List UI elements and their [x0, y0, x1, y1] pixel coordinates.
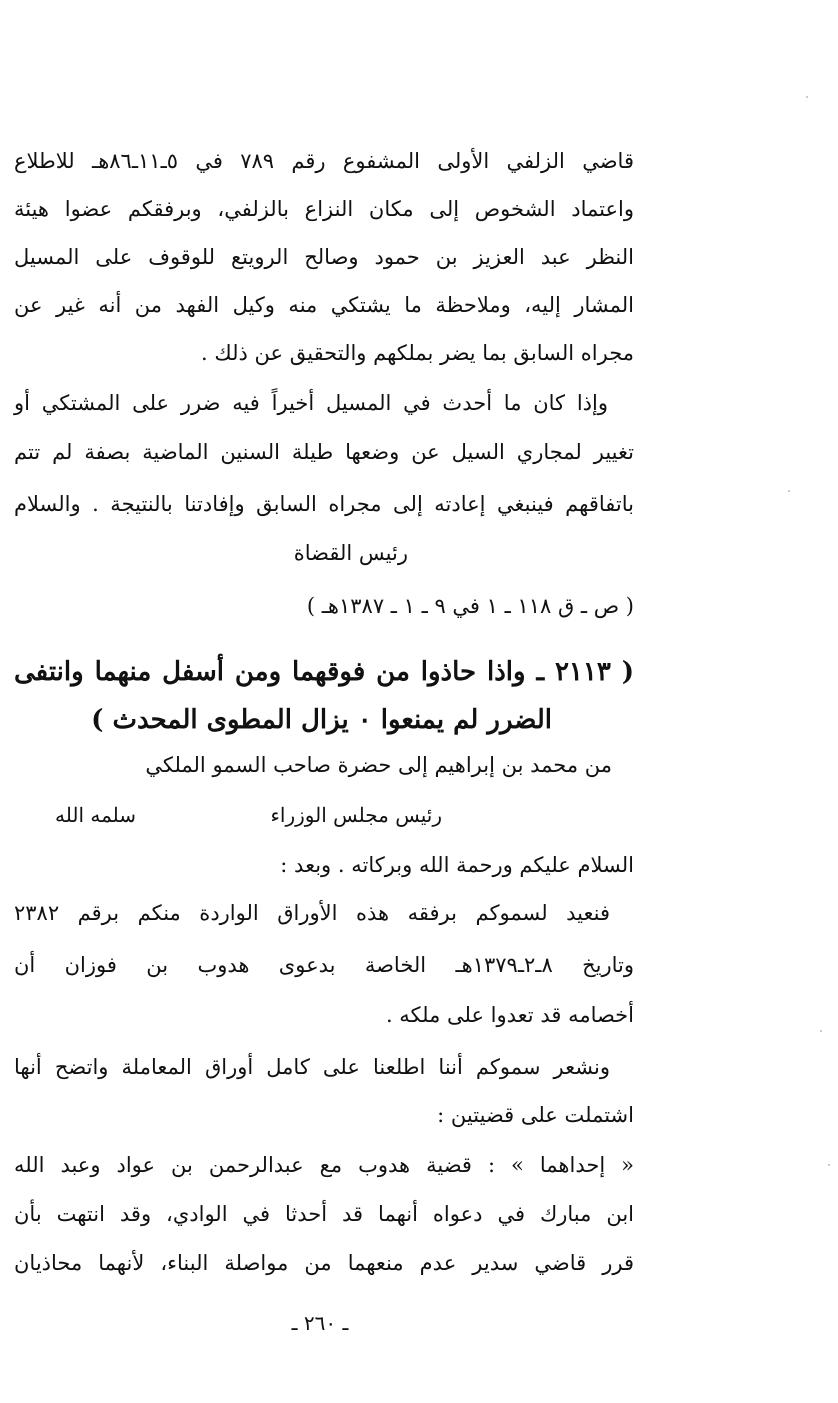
reference-number: ( ص ـ ق ١١٨ ـ ١ في ٩ ـ ١ ـ ١٣٨٧هـ ) [306, 594, 634, 618]
body-text-line: وإذا كان ما أحدث في المسيل أخيراً فيه ضرر على المشتكي أو [14, 391, 608, 415]
body-text-line: « إحداهما » : قضية هدوب مع عبدالرحمن بن عواد وعبد الله [14, 1153, 634, 1177]
body-text-line: المشار إليه، وملاحظة ما يشتكي منه وكيل الفهد من أنه غير عن [14, 293, 634, 317]
section-heading: ( ٢١١٣ ـ واذا حاذوا من فوقهما ومن أسفل منهما وانتفى [14, 657, 634, 687]
greeting: السلام عليكم ورحمة الله وبركاته . وبعد : [280, 853, 634, 877]
body-text-line: أخصامه قد تعدوا على ملكه . [385, 1003, 634, 1027]
body-text-line: باتفاقهم فينبغي إعادته إلى مجراه السابق وإفادتنا بالنتيجة . والسلام [14, 492, 634, 516]
from-line: من محمد بن إبراهيم إلى حضرة صاحب السمو الملكي [145, 753, 612, 777]
body-text-line: فنعيد لسموكم برفقه هذه الأوراق الواردة منكم برقم ٢٣٨٢ [14, 901, 610, 925]
body-text-line: مجراه السابق بما يضر بملكهم والتحقيق عن ذلك . [201, 341, 634, 365]
scan-speck [788, 490, 790, 492]
addressee-title: رئيس مجلس الوزراء [270, 803, 442, 827]
addressee-blessing: سلمه الله [55, 803, 137, 827]
body-text-line: ابن مبارك في دعواه أنهما قد أحدثا في الوادي، وقد انتهت بأن [14, 1202, 634, 1226]
body-text-line: اشتملت على قضيتين : [437, 1103, 634, 1127]
scan-speck [820, 1030, 822, 1032]
body-text-line: قرر قاضي سدير عدم منعهما من مواصلة البناء، لأنهما محاذيان [14, 1251, 634, 1275]
body-text-line: وتاريخ ٨ـ٢ـ١٣٧٩هـ الخاصة بدعوى هدوب بن فوزان أن [14, 953, 635, 977]
scan-speck [806, 96, 808, 98]
body-text-line: قاضي الزلفي الأولى المشفوع رقم ٧٨٩ في ٥ـ١١ـ٨٦هـ للاطلاع [14, 149, 634, 173]
body-text-line: ونشعر سموكم أننا اطلعنا على كامل أوراق المعاملة واتضح أنها [14, 1055, 610, 1079]
page-number: ـ ٢٦٠ ـ [291, 1311, 349, 1335]
signature: رئيس القضاة [293, 541, 408, 565]
body-text-line: تغيير لمجاري السيل عن وضعها طيلة السنين الماضية بصفة لم تتم [14, 440, 634, 464]
section-heading: الضرر لم يمنعوا ٠ يزال المطوى المحدث ) [91, 705, 552, 735]
body-text-line: النظر عبد العزيز بن حمود وصالح الرويتع للوقوف على المسيل [14, 245, 634, 269]
scan-speck [828, 1164, 830, 1166]
body-text-line: واعتماد الشخوص إلى مكان النزاع بالزلفي، وبرفقكم عضوا هيئة [14, 197, 634, 221]
